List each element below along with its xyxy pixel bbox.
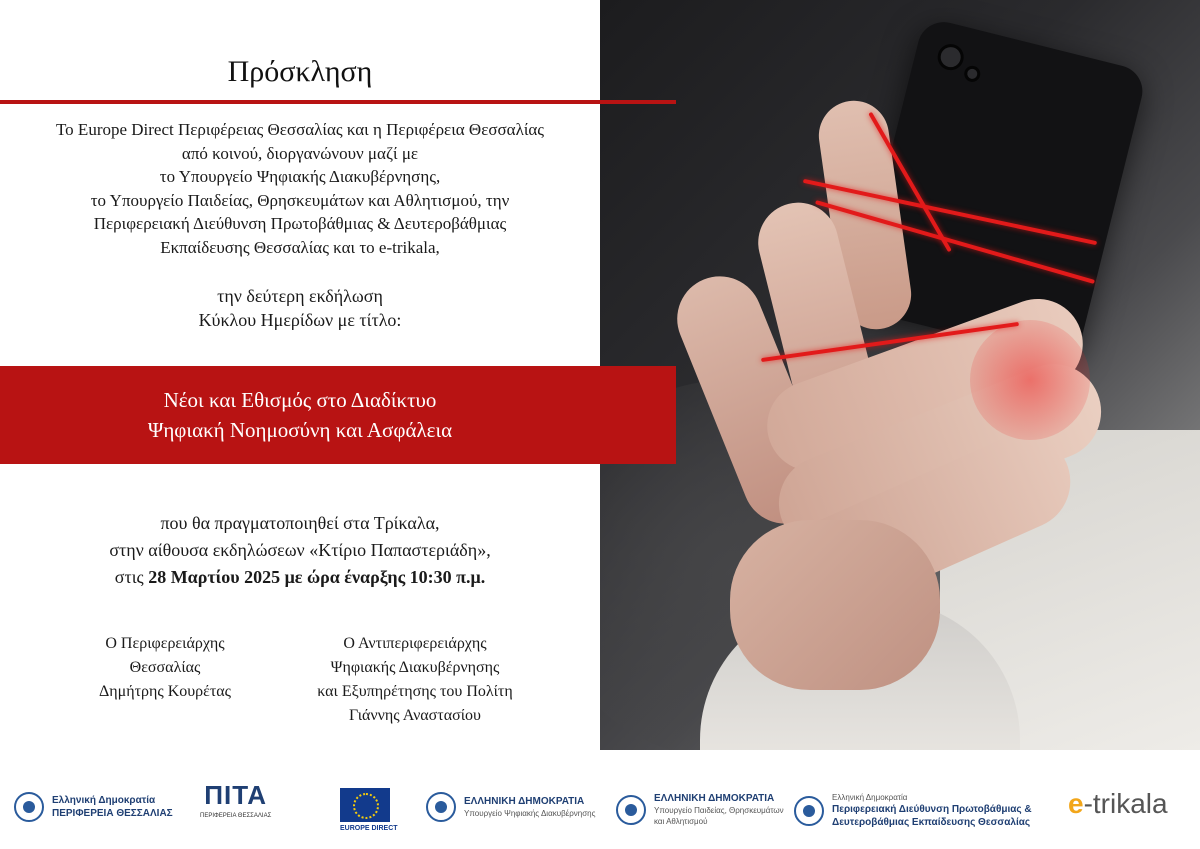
signatory-line: Ο Αντιπεριφερειάρχης [343,635,487,652]
intro-text [0,118,600,259]
greek-seal-icon [616,795,646,825]
signatory-regional-governor [60,632,270,704]
event-title-banner [0,366,676,464]
eu-flag-icon [340,788,390,822]
signatory-line: Θεσσαλίας [129,659,201,676]
signatory-line: και Εξυπηρέτησης του Πολίτη [317,683,513,700]
signatory-line: Ψηφιακής Διακυβέρνησης [330,659,500,676]
event-title-line: Νέοι και Εθισμός στο Διαδίκτυο [163,388,437,412]
venue-details [0,510,600,591]
intro-line: από κοινού, διοργανώνουν μαζί με [181,143,419,163]
logo-ministry-education: ΕΛΛΗΝΙΚΗ ΔΗΜΟΚΡΑΤΙΑ Υπουργείο Παιδείας, Θρησκευμάτων και Αθλητισμού [616,792,786,827]
event-title-line: Ψηφιακή Νοημοσύνη και Ασφάλεια [147,418,453,442]
intro-line: Περιφερειακή Διεύθυνση Πρωτοβάθμιας & Δευτεροβάθμιας [93,214,507,233]
event-lead-line: Κύκλου Ημερίδων με τίτλο: [198,310,402,330]
intro-line: το Υπουργείο Παιδείας, Θρησκευμάτων και Αθλητισμού, την [90,190,510,210]
date-prefix: στις [114,567,149,587]
greek-seal-icon [14,792,44,822]
intro-line: Εκπαίδευσης Θεσσαλίας και το e-trikala, [160,237,440,257]
venue-line: που θα πραγματοποιηθεί στα Τρίκαλα, [160,513,440,533]
logo-ministry-digital: ΕΛΛΗΝΙΚΗ ΔΗΜΟΚΡΑΤΙΑ Υπουργείο Ψηφιακής Διακυβέρνησης [426,792,595,822]
greek-seal-icon [426,792,456,822]
invitation-title: Πρόσκληση [227,55,373,88]
pita-logo-icon: ΠΙΤΑ [204,780,267,810]
intro-line: Το Europe Direct Περιφέρειας Θεσσαλίας και η Περιφέρεια Θεσσαλίας [55,120,545,139]
logo-region-thessaly: Ελληνική Δημοκρατία ΠΕΡΙΦΕΡΕΙΑ ΘΕΣΣΑΛΙΑΣ [14,792,173,822]
logo-pita: ΠΙΤΑ ΠΕΡΙΦΕΡΕΙΑ ΘΕΣΣΑΛΙΑΣ [200,780,272,819]
signatory-line: Γιάννης Αναστασίου [349,707,481,724]
logo-education-directorate: Ελληνική Δημοκρατία Περιφερειακή Διεύθυνση Πρωτοβάθμιας & Δευτεροβάθμιας Εκπαίδευσης Θεσσαλίας [794,792,1054,829]
event-date [0,564,600,591]
event-lead [0,284,600,332]
phone-hands-photo [600,0,1200,750]
partner-logos [0,762,1200,849]
venue-line: στην αίθουσα εκδηλώσεων «Κτίριο Παπαστεριάδη», [109,540,491,560]
signatory-line: Δημήτρης Κουρέτας [98,683,232,700]
event-lead-line: την δεύτερη εκδήλωση [217,286,383,306]
date-bold: 28 Μαρτίου 2025 με ώρα έναρξης 10:30 π.μ. [148,567,486,587]
e-trikala-logo-icon: e-trikala [1068,788,1168,819]
title-divider [0,100,676,104]
greek-seal-icon [794,796,824,826]
logo-europe-direct: EUROPE DIRECT [340,788,398,832]
signatory-deputy-governor [280,632,550,728]
signatory-line: Ο Περιφερειάρχης [105,635,225,652]
logo-e-trikala [1068,788,1168,820]
intro-line: το Υπουργείο Ψηφιακής Διακυβέρνησης, [159,167,441,186]
